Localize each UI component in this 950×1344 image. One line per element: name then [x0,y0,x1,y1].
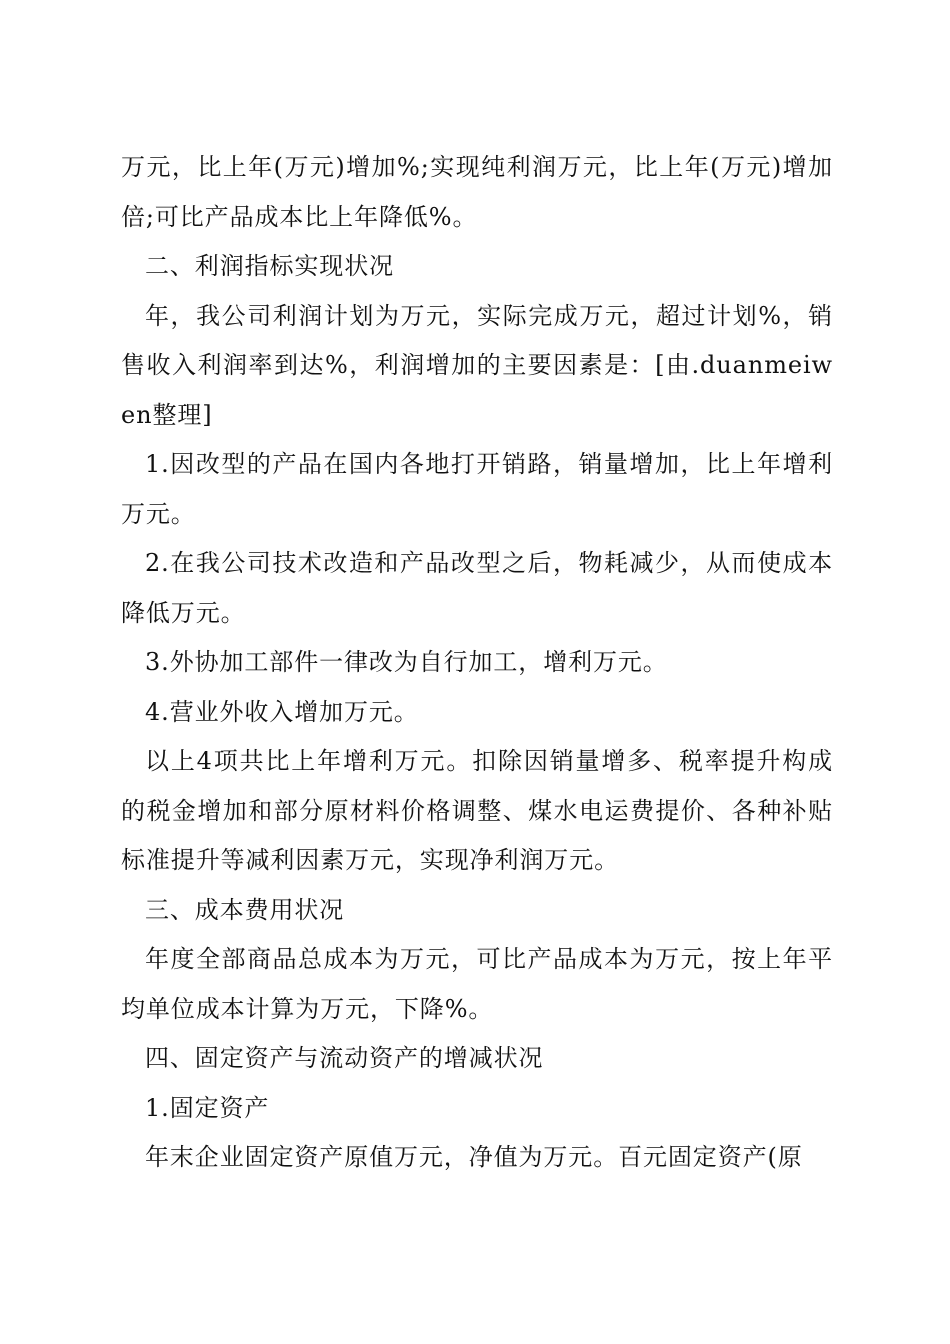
paragraph-profit-plan: 年，我公司利润计划为万元，实际完成万元，超过计划%，销售收入利润率到达%，利润增加的主要因素是：[由.duanmeiwen整理] [121,301,833,429]
subheading-fixed-assets: 1.固定资产 [145,1093,270,1122]
list-item-3: 3.外协加工部件一律改为自行加工，增利万元。 [145,648,668,676]
list-item-2: 2.在我公司技术改造和产品改型之后，物耗减少，从而使成本降低万元。 [121,549,833,627]
document-body [121,143,833,1183]
paragraph-fixed-assets: 年末企业固定资产原值万元，净值为万元。百元固定资产(原 [145,1143,803,1171]
paragraph-continued-summary: 万元，比上年(万元)增加%;实现纯利润万元，比上年(万元)增加倍;可比产品成本比上年降低%。 [121,153,833,231]
section-heading-assets: 四、固定资产与流动资产的增减状况 [145,1044,544,1072]
list-item-1: 1.因改型的产品在国内各地打开销路，销量增加，比上年增利万元。 [121,450,833,528]
section-heading-cost: 三、成本费用状况 [145,895,345,924]
paragraph-cost: 年度全部商品总成本为万元，可比产品成本为万元，按上年平均单位成本计算为万元，下降%。 [121,945,833,1023]
section-heading-profit: 二、利润指标实现状况 [145,252,394,280]
paragraph-profit-summary: 以上4项共比上年增利万元。扣除因销量增多、税率提升构成的税金增加和部分原材料价格调整、煤水电运费提价、各种补贴标准提升等减利因素万元，实现净利润万元。 [121,747,833,874]
list-item-4: 4.营业外收入增加万元。 [145,697,419,726]
